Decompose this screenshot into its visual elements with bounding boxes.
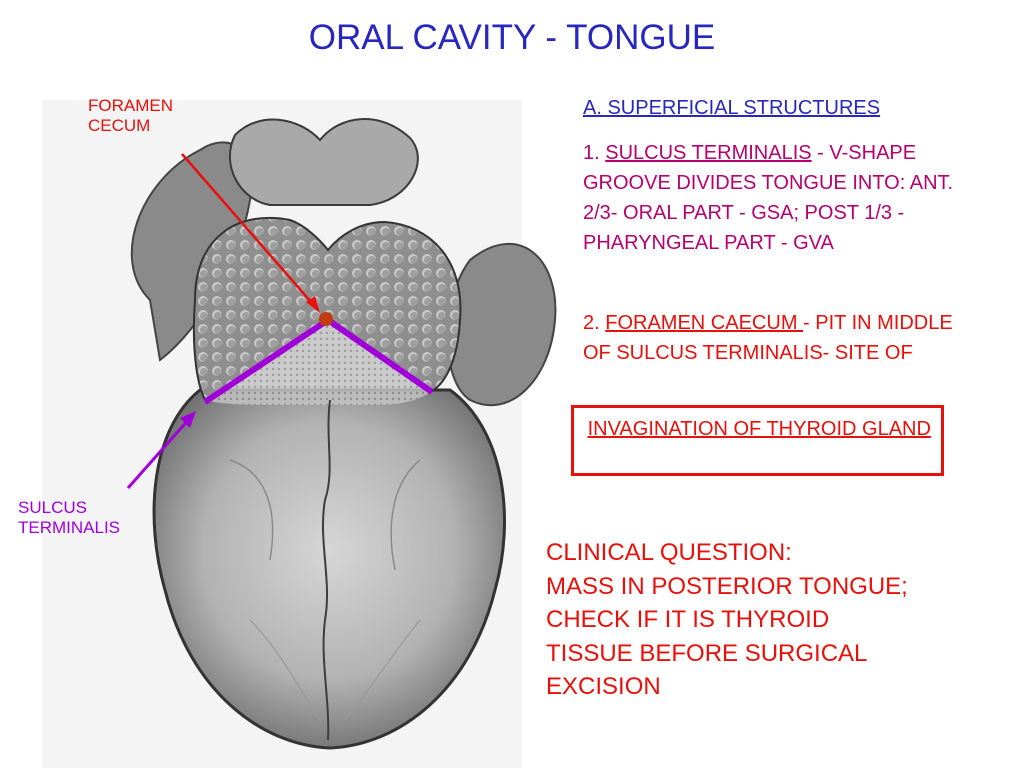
item2-term: FORAMEN CAECUM [605,312,804,334]
clinical-question [546,536,908,704]
clinical-line-1: CLINICAL QUESTION: [546,539,792,566]
item1-number: 1. [583,142,606,164]
right-palatine-fold [448,244,556,405]
item2-description: - PIT IN MIDDLE OF SULCUS TERMINALIS- SITE OF [583,312,953,364]
slide-title: ORAL CAVITY - TONGUE [308,18,716,57]
item-foramen-caecum [583,308,978,368]
boxed-text: INVAGINATION OF THYROID GLAND [587,418,931,440]
item2-number: 2. [583,312,606,334]
item-sulcus-terminalis [583,138,983,258]
clinical-line-5: EXCISION [546,673,661,700]
clinical-line-4: TISSUE BEFORE SURGICAL [546,639,868,667]
foramen-cecum-label: FORAMEN CECUM [88,96,173,135]
item1-term: SULCUS TERMINALIS [605,142,812,164]
clinical-line-2: MASS IN POSTERIOR TONGUE; [546,572,908,600]
item1-description: - V-SHAPE GROOVE DIVIDES TONGUE INTO: ANT. 2/3- ORAL PART - GSA; POST 1/3 - PHARYNGEAL PART - GVA [583,142,954,254]
clinical-line-3: CHECK IF IT IS THYROID [546,606,830,633]
foramen-cecum-dot [319,312,333,326]
section-heading: A. SUPERFICIAL STRUCTURES [583,97,881,119]
sulcus-terminalis-label: SULCUS TERMINALIS [18,498,121,537]
